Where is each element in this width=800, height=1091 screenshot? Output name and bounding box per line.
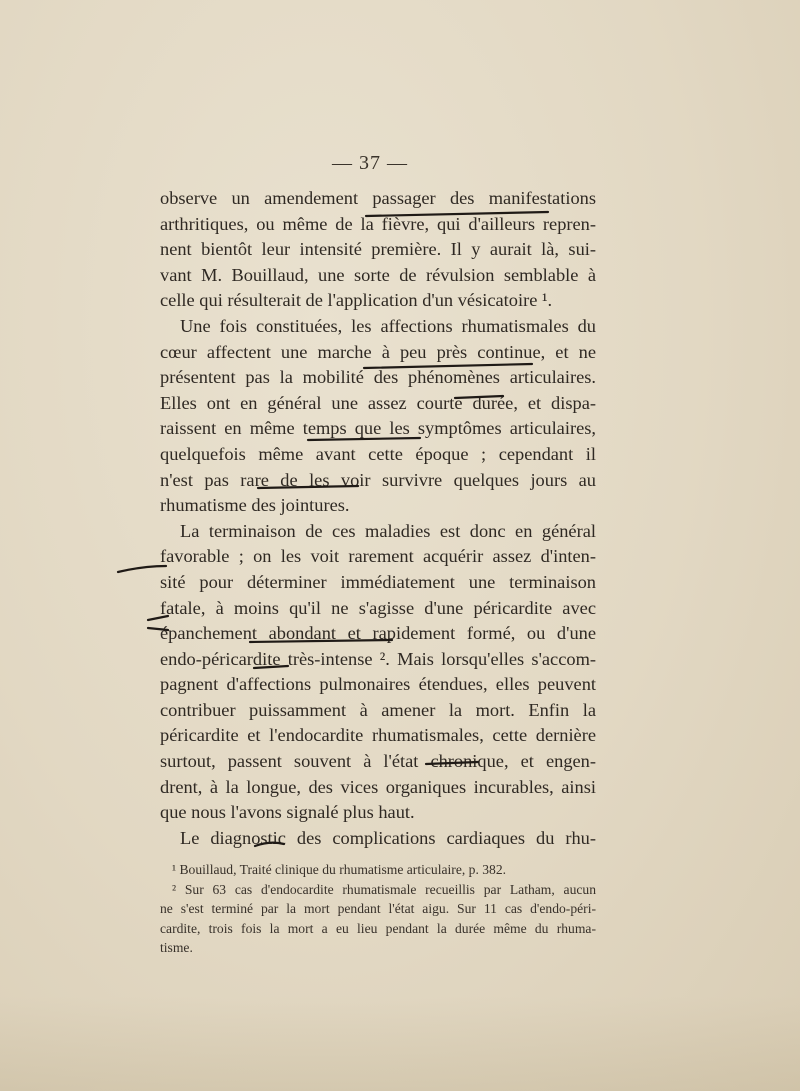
text-line: Une fois constituées, les affections rhumatismales du (180, 315, 596, 336)
footnote-line: ne s'est terminé par la mort pendant l'état aigu. Sur 11 cas d'endo-péri- (160, 901, 596, 916)
footnote-line: tisme. (160, 940, 193, 955)
text-line: contribuer puissamment à amener la mort. Enfin la (160, 699, 596, 720)
text-line: que nous l'avons signalé plus haut. (160, 802, 415, 823)
page-lower-shade (0, 996, 800, 1091)
text-line: celle qui résulterait de l'application d'un vésicatoire ¹. (160, 290, 553, 311)
text-line: surtout, passent souvent à l'état chronique, et engen- (160, 751, 596, 772)
text-line: observe un amendement passager des manifestations (160, 188, 596, 208)
text-line: La terminaison de ces maladies est donc en général (180, 520, 596, 541)
text-line: Elles ont en général une assez courte durée, et dispa- (160, 392, 596, 413)
text-line: sité pour déterminer immédiatement une terminaison (160, 571, 596, 592)
text-line: nent bientôt leur intensité première. Il y aurait là, sui- (160, 239, 596, 260)
footnote-line: ¹ Bouillaud, Traité clinique du rhumatisme articulaire, p. 382. (172, 862, 507, 877)
text-line: cœur affectent une marche à peu près continue, et ne (160, 341, 596, 362)
text-line: n'est pas rare de les voir survivre quelques jours au (160, 469, 596, 490)
text-line: endo-péricardite très-intense ². Mais lorsqu'elles s'accom- (160, 648, 596, 669)
text-line: épanchement abondant et rapidement formé, ou d'une (160, 623, 596, 644)
text-line: présentent pas la mobilité des phénomènes articulaires. (160, 367, 596, 388)
text-line: favorable ; on les voit rarement acquérir assez d'inten- (160, 546, 596, 567)
text-line: pagnent d'affections pulmonaires étendues, elles peuvent (160, 674, 596, 695)
footnote-line: cardite, trois fois la mort a eu lieu pendant la durée même du rhuma- (160, 920, 596, 936)
footnotes (160, 860, 596, 958)
body-text (160, 186, 596, 851)
text-line: rhumatisme des jointures. (160, 495, 350, 516)
text-line: arthritiques, ou même de la fièvre, qui d'ailleurs repren- (160, 213, 596, 234)
page-number: — 37 — (332, 152, 408, 174)
text-line: vant M. Bouillaud, une sorte de révulsion semblable à (160, 264, 596, 285)
text-line: quelquefois même avant cette époque ; cependant il (160, 443, 596, 464)
footnote-line: ² Sur 63 cas d'endocardite rhumatismale recueillis par Latham, aucun (172, 881, 596, 897)
text-line: Le diagnostic des complications cardiaques du rhu- (180, 827, 596, 848)
text-line: raissent en même temps que les symptômes articulaires, (160, 418, 596, 439)
text-line: péricardite et l'endocardite rhumatismales, cette dernière (160, 725, 596, 746)
text-line: fatale, à moins qu'il ne s'agisse d'une péricardite avec (160, 597, 596, 618)
text-line: drent, à la longue, des vices organiques incurables, ainsi (160, 776, 596, 797)
underline-mark (118, 566, 166, 572)
